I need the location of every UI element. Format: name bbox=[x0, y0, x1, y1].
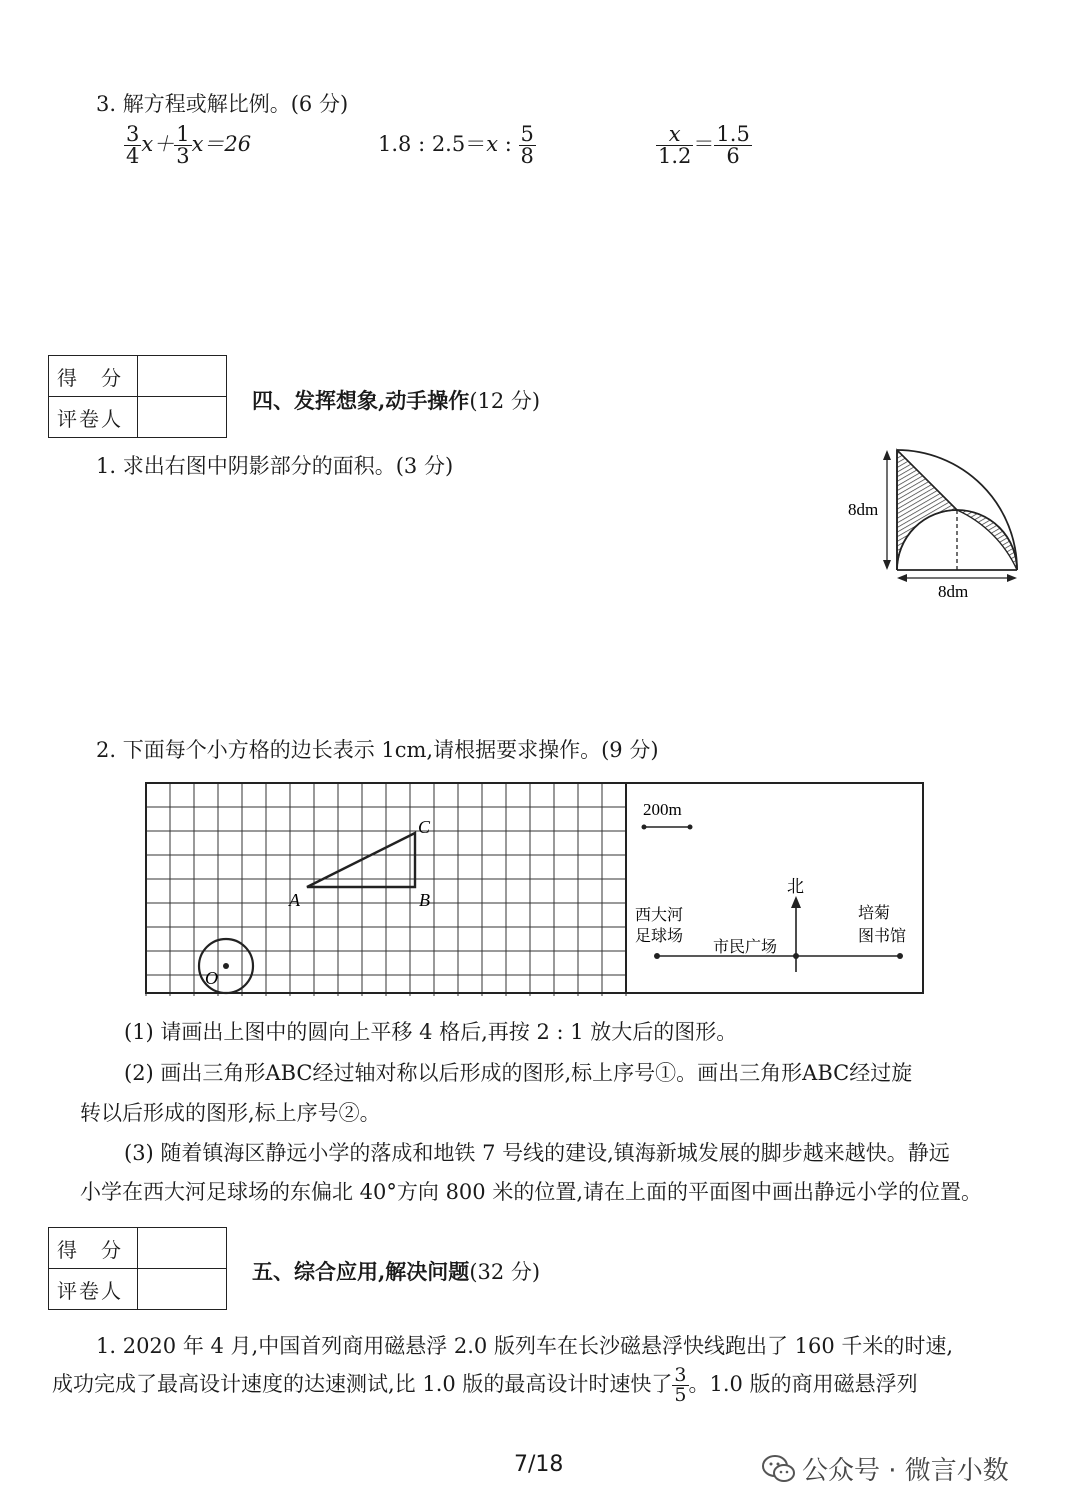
eq1-num1: 3 bbox=[126, 122, 140, 146]
scale-dot-left bbox=[642, 825, 647, 830]
north-label: 北 bbox=[787, 877, 804, 897]
watermark bbox=[762, 1450, 1009, 1487]
s5q1-line-2 bbox=[52, 1366, 918, 1405]
equation-2 bbox=[378, 124, 536, 167]
place-right-line-2: 图书馆 bbox=[858, 926, 907, 945]
place-left-line-2: 足球场 bbox=[635, 926, 684, 945]
section-4-title: 四、发挥想象,动手操作 bbox=[252, 388, 470, 413]
point-football-field bbox=[654, 953, 660, 959]
wechat-icon bbox=[762, 1454, 796, 1484]
point-civic-square bbox=[793, 953, 799, 959]
section-5-title: 五、综合应用,解决问题 bbox=[252, 1259, 470, 1284]
eq3-den1: 1.2 bbox=[658, 144, 692, 168]
eq1-den2: 3 bbox=[176, 144, 190, 168]
eq2-lhs: 1.8 : 2.5＝ bbox=[378, 132, 487, 156]
label-o: O bbox=[205, 968, 218, 988]
shaded-area-figure bbox=[840, 440, 1040, 610]
score-table-1 bbox=[48, 355, 227, 438]
eq2-var: x bbox=[486, 132, 499, 156]
place-middle: 市民广场 bbox=[713, 937, 778, 956]
place-right-line-1: 培菊 bbox=[858, 903, 891, 922]
point-library bbox=[897, 953, 903, 959]
label-b: B bbox=[419, 890, 430, 910]
eq3-den2: 6 bbox=[726, 144, 740, 168]
arrow-right-icon bbox=[1007, 574, 1017, 582]
s5q1-line-2-post: 。1.0 版的商用磁悬浮列 bbox=[688, 1372, 918, 1396]
equation-1 bbox=[124, 124, 251, 167]
label-vertical-8dm: 8dm bbox=[848, 500, 879, 519]
arrow-left-icon bbox=[897, 574, 907, 582]
equation-3 bbox=[656, 124, 752, 167]
eq1-tail: x＝26 bbox=[191, 132, 252, 156]
s4-question-2: 2. 下面每个小方格的边长表示 1cm,请根据要求操作。(9 分) bbox=[96, 738, 659, 762]
score-table-2 bbox=[48, 1227, 227, 1310]
label-a: A bbox=[289, 890, 300, 910]
scale-dot-right bbox=[688, 825, 693, 830]
section-5-heading bbox=[252, 1256, 540, 1286]
eq2-num: 5 bbox=[520, 122, 534, 146]
section-4-points: (12 分) bbox=[469, 389, 541, 413]
eq3-num2: 1.5 bbox=[716, 122, 750, 146]
s4q2-sub-2-line-1: (2) 画出三角形ABC经过轴对称以后形成的图形,标上序号①。画出三角形ABC经过旋 bbox=[124, 1061, 913, 1085]
grader-label: 评卷人 bbox=[49, 397, 138, 438]
s5q1-frac-num: 3 bbox=[674, 1364, 687, 1386]
map-scale-label: 200m bbox=[643, 800, 682, 819]
square-grid[interactable] bbox=[146, 783, 626, 996]
s5q1-frac-den: 5 bbox=[674, 1384, 687, 1406]
score-blank[interactable] bbox=[138, 1228, 227, 1269]
eq3-eq: ＝ bbox=[693, 132, 715, 156]
watermark-text: 公众号 · 微言小数 bbox=[802, 1456, 1009, 1486]
section-4-heading bbox=[252, 385, 540, 415]
s5q1-line-1: 1. 2020 年 4 月,中国首列商用磁悬浮 2.0 版列车在长沙磁悬浮快线跑出了 160 千米的时速, bbox=[96, 1334, 954, 1358]
grader-blank[interactable] bbox=[138, 397, 227, 438]
eq2-den: 8 bbox=[520, 144, 534, 168]
eq1-num2: 1 bbox=[176, 122, 190, 146]
score-label: 得 分 bbox=[49, 1228, 138, 1269]
section-5-points: (32 分) bbox=[469, 1260, 541, 1284]
grader-label: 评卷人 bbox=[49, 1269, 138, 1310]
grader-blank[interactable] bbox=[138, 1269, 227, 1310]
eq1-mid: x＋ bbox=[141, 132, 175, 156]
eq3-num1: x bbox=[656, 124, 693, 146]
s4-question-1: 1. 求出右图中阴影部分的面积。(3 分) bbox=[96, 454, 454, 478]
s4q2-sub-1: (1) 请画出上图中的圆向上平移 4 格后,再按 2 : 1 放大后的图形。 bbox=[124, 1020, 738, 1044]
s4q2-sub-2-line-2: 转以后形成的图形,标上序号②。 bbox=[80, 1101, 381, 1125]
label-c: C bbox=[418, 817, 431, 837]
place-left-line-1: 西大河 bbox=[635, 905, 684, 924]
eq1-den1: 4 bbox=[126, 144, 140, 168]
arrow-up-icon bbox=[883, 450, 891, 460]
eq2-colon: : bbox=[498, 132, 519, 156]
arrow-down-icon bbox=[883, 560, 891, 570]
label-horizontal-8dm: 8dm bbox=[938, 582, 969, 601]
page-number: 7/18 bbox=[514, 1452, 564, 1477]
s5q1-line-2-pre: 成功完成了最高设计速度的达速测试,比 1.0 版的最高设计时速快了 bbox=[52, 1372, 673, 1396]
s4q2-sub-3-line-2: 小学在西大河足球场的东偏北 40°方向 800 米的位置,请在上面的平面图中画出静远小学的位置。 bbox=[80, 1180, 983, 1204]
circle-center-dot bbox=[223, 963, 229, 969]
score-label: 得 分 bbox=[49, 356, 138, 397]
score-blank[interactable] bbox=[138, 356, 227, 397]
s4q2-sub-3-line-1: (3) 随着镇海区静远小学的落成和地铁 7 号线的建设,镇海新城发展的脚步越来越快。静远 bbox=[124, 1141, 950, 1165]
shaded-region-right bbox=[957, 510, 1017, 570]
grid-and-map-figure bbox=[145, 782, 925, 996]
q3-title: 3. 解方程或解比例。(6 分) bbox=[96, 92, 349, 116]
